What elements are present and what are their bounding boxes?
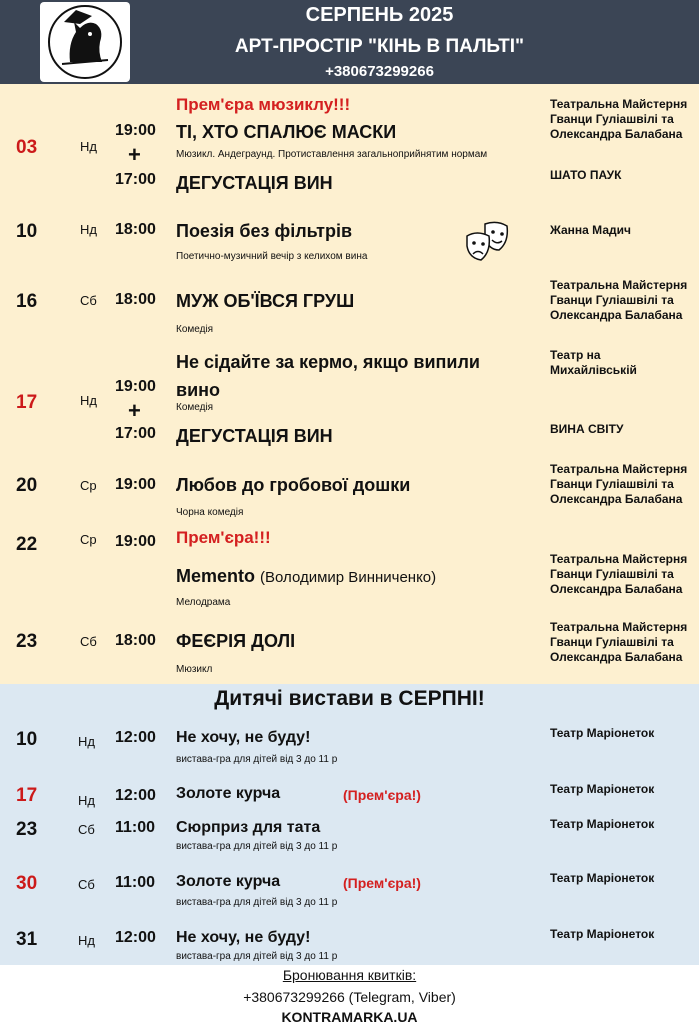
kids-event-weekday: Сб xyxy=(78,822,95,837)
event-company: Театральна Майстерня Гванци Гуліашвілі та Олександра Балабана xyxy=(550,462,688,506)
event-company: Театральна Майстерня Гванци Гуліашвілі та Олександра Балабана xyxy=(550,620,688,664)
event-weekday: Нд xyxy=(80,222,97,237)
event-time: 19:00 xyxy=(115,122,156,139)
theater-masks-icon xyxy=(465,220,511,266)
event-title: МУЖ ОБ'ЇВСЯ ГРУШ xyxy=(176,291,355,311)
kids-event-weekday: Нд xyxy=(78,734,95,749)
kids-event-date: 23 xyxy=(16,819,38,840)
kids-event-date: 10 xyxy=(16,729,38,750)
premiere-label: Прем'єра!!! xyxy=(176,528,271,547)
event-company: Жанна Мадич xyxy=(550,223,631,237)
event-description: Поетично-музичний вечір з келихом вина xyxy=(176,251,368,262)
footer xyxy=(0,965,699,1033)
kids-event-description: вистава-гра для дітей від 3 до 11 р xyxy=(176,754,338,765)
kids-event-company: Театр Маріонеток xyxy=(550,871,655,885)
kids-premiere-label: (Прем'єра!) xyxy=(343,787,421,803)
event-date: 23 xyxy=(16,631,38,652)
event-company: ШАТО ПАУК xyxy=(550,168,622,182)
kids-event-company: Театр Маріонеток xyxy=(550,726,655,740)
event-weekday: Сб xyxy=(80,634,97,649)
kids-event-title: Золоте курча xyxy=(176,873,281,890)
event-weekday: Нд xyxy=(80,139,97,154)
event-time: 18:00 xyxy=(115,632,156,649)
event-time: 18:00 xyxy=(115,221,156,238)
booking-phone: +380673299266 (Telegram, Viber) xyxy=(243,989,456,1005)
event-date: 03 xyxy=(16,137,38,158)
event-description: Комедія xyxy=(176,402,214,413)
event-title: Не сідайте за кермо, якщо випили xyxy=(176,352,480,372)
event-date: 10 xyxy=(16,221,38,242)
event-time: 19:00 xyxy=(115,476,156,493)
header-phone: +380673299266 xyxy=(325,63,434,80)
event-weekday: Нд xyxy=(80,393,97,408)
kids-event-company: Театр Маріонеток xyxy=(550,782,655,796)
kids-event-title: Не хочу, не буду! xyxy=(176,729,311,746)
event-weekday: Ср xyxy=(80,532,97,547)
event-date: 20 xyxy=(16,475,38,496)
kids-event-description: вистава-гра для дітей від 3 до 11 р xyxy=(176,897,338,908)
event-time: 18:00 xyxy=(115,291,156,308)
kids-event-weekday: Сб xyxy=(78,877,95,892)
event-date: 22 xyxy=(16,534,38,555)
kids-event-date: 31 xyxy=(16,929,38,950)
event-date: 17 xyxy=(16,392,38,413)
event-company: ВИНА СВІТУ xyxy=(550,422,624,436)
kids-event-title: Золоте курча xyxy=(176,785,281,802)
event-weekday: Ср xyxy=(80,478,97,493)
event-title: ФЕЄРІЯ ДОЛІ xyxy=(176,631,296,651)
kids-event-time: 12:00 xyxy=(115,787,156,804)
event-company: Театр на Михайлівській xyxy=(550,348,637,377)
event-company: Театральна Майстерня Гванци Гуліашвілі та Олександра Балабана xyxy=(550,278,688,322)
premiere-label: Прем'єра мюзиклу!!! xyxy=(176,95,351,114)
event-title: ДЕГУСТАЦІЯ ВИН xyxy=(176,426,333,446)
kids-event-date: 17 xyxy=(16,785,38,806)
header xyxy=(0,0,699,84)
kids-event-title: Не хочу, не буду! xyxy=(176,929,311,946)
event-description: Чорна комедія xyxy=(176,507,244,518)
header-venue: АРТ-ПРОСТІР "КІНЬ В ПАЛЬТІ" xyxy=(234,36,525,57)
event-description: Мюзикл. Андеграунд. Протиставлення загальноприйнятим нормам xyxy=(176,149,488,160)
kids-event-time: 11:00 xyxy=(115,874,156,891)
event-title: Memento (Володимир Винниченко) xyxy=(176,566,437,586)
kids-premiere-label: (Прем'єра!) xyxy=(343,875,421,891)
event-title: ДЕГУСТАЦІЯ ВИН xyxy=(176,173,333,193)
event-time: 19:00 xyxy=(115,533,156,550)
kids-event-time: 11:00 xyxy=(115,819,156,836)
event-title: Поезія без фільтрів xyxy=(176,221,353,241)
booking-website-link[interactable]: KONTRAMARKA.UA xyxy=(281,1009,418,1025)
event-time: 17:00 xyxy=(115,425,156,442)
plus-sign: + xyxy=(128,398,141,423)
kids-event-company: Театр Маріонеток xyxy=(550,817,655,831)
event-title: Любов до гробової дошки xyxy=(176,475,411,495)
event-time: 19:00 xyxy=(115,378,156,395)
event-title: ТІ, ХТО СПАЛЮЄ МАСКИ xyxy=(176,122,397,142)
event-time: 17:00 xyxy=(115,171,156,188)
kids-event-time: 12:00 xyxy=(115,929,156,946)
booking-label: Бронювання квитків: xyxy=(282,967,417,983)
kids-event-description: вистава-гра для дітей від 3 до 11 р xyxy=(176,841,338,852)
plus-sign: + xyxy=(128,142,141,167)
event-weekday: Сб xyxy=(80,293,97,308)
event-description: Мюзикл xyxy=(176,664,213,675)
event-company: Театральна Майстерня Гванци Гуліашвілі та Олександра Балабана xyxy=(550,97,688,141)
event-date: 16 xyxy=(16,291,38,312)
kids-event-weekday: Нд xyxy=(78,793,95,808)
kids-event-date: 30 xyxy=(16,873,38,894)
kids-event-company: Театр Маріонеток xyxy=(550,927,655,941)
kids-event-time: 12:00 xyxy=(115,729,156,746)
event-description: Комедія xyxy=(176,324,214,335)
kids-event-weekday: Нд xyxy=(78,933,95,948)
kids-event-title: Сюрприз для тата xyxy=(176,819,321,836)
header-month: СЕРПЕНЬ 2025 xyxy=(305,4,454,26)
event-company: Театральна Майстерня Гванци Гуліашвілі та Олександра Балабана xyxy=(550,552,688,596)
event-title-continued: вино xyxy=(176,380,220,400)
kids-heading: Дитячі вистави в СЕРПНІ! xyxy=(214,687,485,710)
kids-event-description: вистава-гра для дітей від 3 до 11 р xyxy=(176,951,338,962)
event-description: Мелодрама xyxy=(176,597,231,608)
